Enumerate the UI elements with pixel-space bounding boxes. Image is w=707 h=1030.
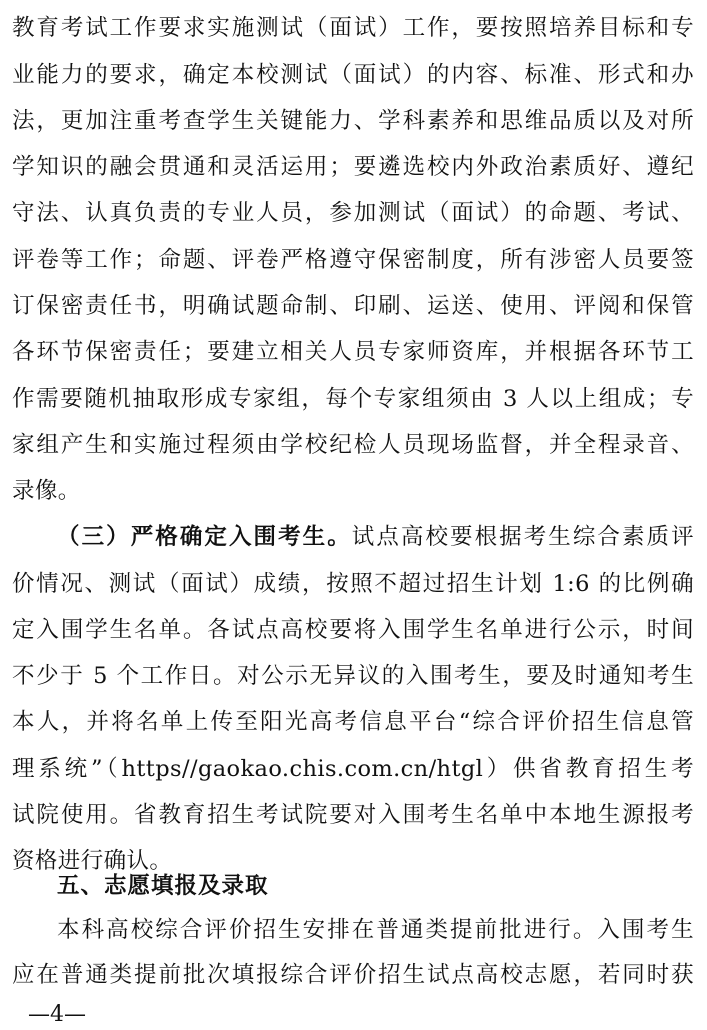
paragraph1-line-3: 法，更加注重考查学生关键能力、学科素养和思维品质以及对所 — [12, 108, 694, 134]
paragraph2-line-3: 定入围学生名单。各试点高校要将入围学生名单进行公示，时间 — [12, 617, 694, 643]
paragraph1-line-9: 作需要随机抽取形成专家组，每个专家组须由 3 人以上组成；专 — [12, 386, 694, 412]
paragraph1-line-4: 学知识的融会贯通和灵活运用；要遴选校内外政治素质好、遵纪 — [12, 154, 694, 180]
section5-line-2: 应在普通类提前批次填报综合评价招生试点高校志愿，若同时获 — [12, 962, 694, 988]
paragraph2-first-line-text: 试点高校要根据考生综合素质评 — [351, 524, 694, 550]
paragraph2-line-8: 资格进行确认。 — [12, 848, 173, 874]
paragraph1-line-2: 业能力的要求，确定本校测试（面试）的内容、标准、形式和办 — [12, 62, 694, 88]
paragraph2-line-6: 理系统”（https//gaokao.chis.com.cn/htgl）供省教育招生考 — [12, 756, 694, 782]
paragraph2-heading: （三）严格确定入围考生。 — [57, 524, 352, 550]
paragraph1-line-10: 家组产生和实施过程须由学校纪检人员现场监督，并全程录音、 — [12, 432, 694, 458]
paragraph1-line-8: 各环节保密责任；要建立相关人员专家师资库，并根据各环节工 — [12, 339, 694, 365]
paragraph2-line-7: 试院使用。省教育招生考试院要对入围考生名单中本地生源报考 — [12, 802, 694, 828]
paragraph1-line-1: 教育考试工作要求实施测试（面试）工作，要按照培养目标和专 — [12, 15, 694, 41]
section-heading: 五、志愿填报及录取 — [57, 873, 269, 899]
paragraph1-line-6: 评卷等工作；命题、评卷严格遵守保密制度，所有涉密人员要签 — [12, 247, 694, 273]
paragraph2-line-2: 价情况、测试（面试）成绩，按照不超过招生计划 1:6 的比例确 — [12, 571, 694, 597]
paragraph1-line-11: 录像。 — [12, 478, 81, 504]
paragraph2-first-line — [57, 517, 694, 557]
paragraph2-line-5: 本人，并将名单上传至阳光高考信息平台“综合评价招生信息管 — [12, 709, 694, 735]
paragraph2-line-4: 不少于 5 个工作日。对公示无异议的入围考生，要及时通知考生 — [12, 663, 694, 689]
section5-line-1: 本科高校综合评价招生安排在普通类提前批进行。入围考生 — [57, 917, 694, 943]
paragraph1-line-7: 订保密责任书，明确试题命制、印刷、运送、使用、评阅和保管 — [12, 293, 694, 319]
paragraph1-line-5: 守法、认真负责的专业人员，参加测试（面试）的命题、考试、 — [12, 200, 694, 226]
page-number: —4— — [28, 1002, 86, 1027]
